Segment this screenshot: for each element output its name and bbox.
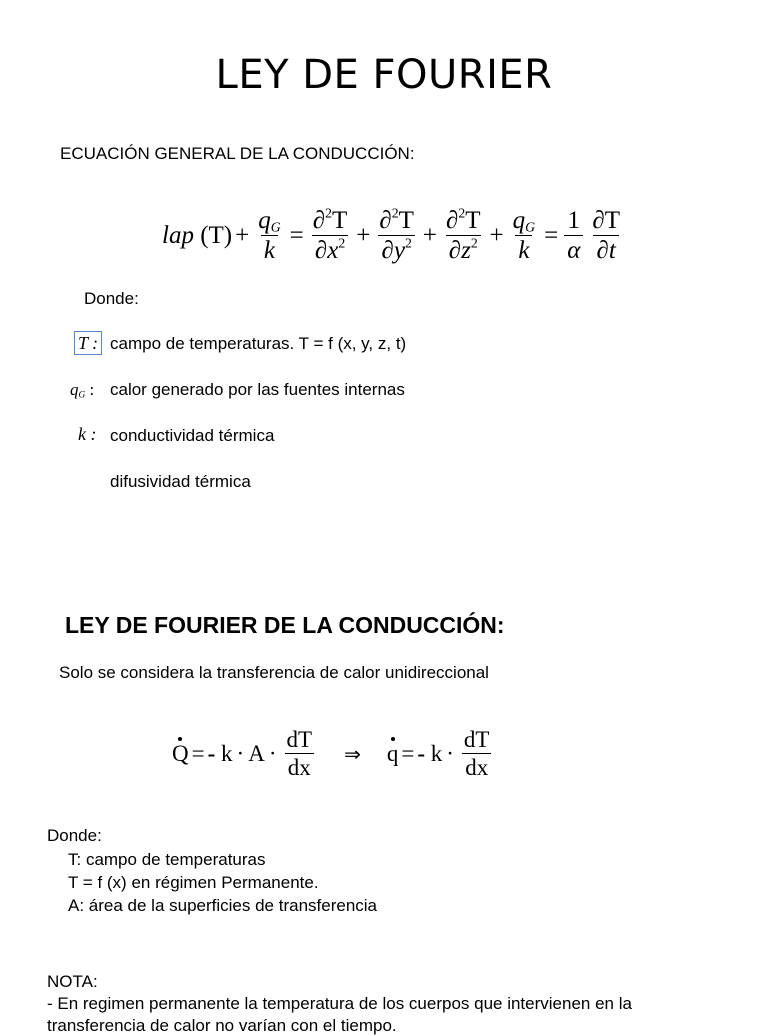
list-item: T = f (x) en régimen Permanente. (68, 873, 319, 892)
q-symbol: q (70, 380, 79, 399)
eq1-plus-1: + (235, 222, 250, 249)
z-variable: z (461, 236, 471, 264)
T-symbol: T (398, 206, 414, 234)
section-subheading: ECUACIÓN GENERAL DE LA CONDUCCIÓN: (60, 144, 415, 163)
partial-symbol: ∂ (596, 236, 609, 264)
t-variable: t (608, 236, 616, 264)
eq1-equals-1: = (289, 222, 304, 249)
eq1-fraction-d2T-dz2 (443, 205, 484, 265)
eq2-fraction-dT-dx (284, 728, 316, 780)
eq2-minus: - (417, 741, 425, 766)
y-variable: y (393, 236, 405, 264)
eq1-plus-2: + (356, 222, 371, 249)
exponent: 2 (391, 205, 399, 221)
dT: dT (286, 726, 313, 752)
general-conduction-equation (162, 204, 626, 268)
definition-k: conductividad térmica (110, 426, 275, 445)
partial-symbol: ∂ (381, 236, 394, 264)
x-variable: x (327, 236, 339, 264)
exponent: 2 (470, 235, 478, 251)
definition-qG: calor generado por las fuentes internas (110, 380, 405, 399)
eq2-minus: - (207, 741, 216, 766)
symbol-k: k : (78, 424, 97, 444)
q-subscript: G (525, 219, 536, 235)
section-intro: Solo se considera la transferencia de calor unidireccional (59, 663, 489, 682)
eq1-q: q (258, 206, 271, 234)
dx: dx (285, 753, 314, 780)
q-dot: q (386, 741, 399, 766)
note-line: transferencia de calor no varían con el tiempo. (47, 1016, 397, 1035)
eq2-dot: · (268, 741, 277, 766)
note-label: NOTA: (47, 972, 98, 991)
eq2-fraction-dT-dx (461, 728, 493, 780)
exponent: 2 (404, 235, 412, 251)
section-heading: LEY DE FOURIER DE LA CONDUCCIÓN: (65, 612, 505, 638)
where-label-1: Donde: (84, 289, 139, 308)
eq2-A: A (248, 741, 265, 766)
T-symbol: T (465, 206, 481, 234)
exponent: 2 (325, 205, 333, 221)
page-title: LEY DE FOURIER (215, 52, 553, 98)
partial-symbol: ∂ (592, 206, 605, 234)
dx: dx (462, 753, 491, 780)
one: 1 (567, 206, 581, 234)
list-item: A: área de la superficies de transferencia (68, 896, 378, 915)
q-symbol: q (512, 206, 526, 234)
eq1-T: (T) (200, 222, 233, 249)
symbol-T: T : (74, 331, 102, 355)
eq2-dot: · (446, 741, 454, 766)
T-symbol: T (332, 206, 348, 234)
exponent: 2 (458, 205, 466, 221)
eq2-k: k (430, 741, 443, 766)
dT: dT (463, 726, 490, 752)
k-symbol: k (515, 235, 532, 265)
partial-symbol: ∂ (379, 206, 392, 234)
eq1-equals-2: = (544, 222, 559, 249)
eq2-equals: = (401, 741, 415, 766)
partial-symbol: ∂ (314, 236, 328, 264)
eq1-k: k (261, 235, 278, 265)
q-subscript: G (78, 390, 86, 401)
alpha-symbol: α (564, 235, 583, 265)
exponent: 2 (338, 235, 346, 251)
eq1-fraction-dT-dt (589, 208, 623, 265)
symbol-qG (70, 380, 94, 400)
where-label-2: Donde: (47, 826, 102, 845)
eq1-q-sub: G (270, 219, 281, 235)
eq1-fraction-1-alpha (564, 208, 583, 265)
fourier-law-equation (172, 722, 495, 786)
eq1-fraction-qg-k (255, 208, 283, 265)
eq1-fraction-d2T-dx2 (310, 205, 351, 265)
partial-symbol: ∂ (446, 206, 459, 234)
implies-arrow: ⇒ (344, 742, 361, 766)
colon: : (85, 380, 95, 399)
eq2-dot: · (236, 741, 245, 766)
partial-symbol: ∂ (312, 206, 326, 234)
eq2-k: k (221, 741, 233, 766)
definition-T: campo de temperaturas. T = f (x, y, z, t) (110, 334, 407, 353)
T-symbol: T (604, 206, 620, 234)
eq1-fraction-d2T-dy2 (376, 205, 417, 265)
note-line: - En regimen permanente la temperatura de los cuerpos que intervienen en la (47, 994, 632, 1013)
eq1-fraction-qg-k-2 (510, 208, 538, 265)
definition-alpha: difusividad térmica (110, 472, 251, 491)
eq1-plus-3: + (422, 222, 438, 249)
eq1-lap: lap (162, 222, 194, 249)
eq1-plus-4: + (489, 222, 504, 249)
partial-symbol: ∂ (448, 236, 462, 264)
eq2-equals: = (191, 741, 205, 766)
list-item: T: campo de temperaturas (68, 850, 266, 869)
Q-dot: Q (172, 741, 189, 766)
